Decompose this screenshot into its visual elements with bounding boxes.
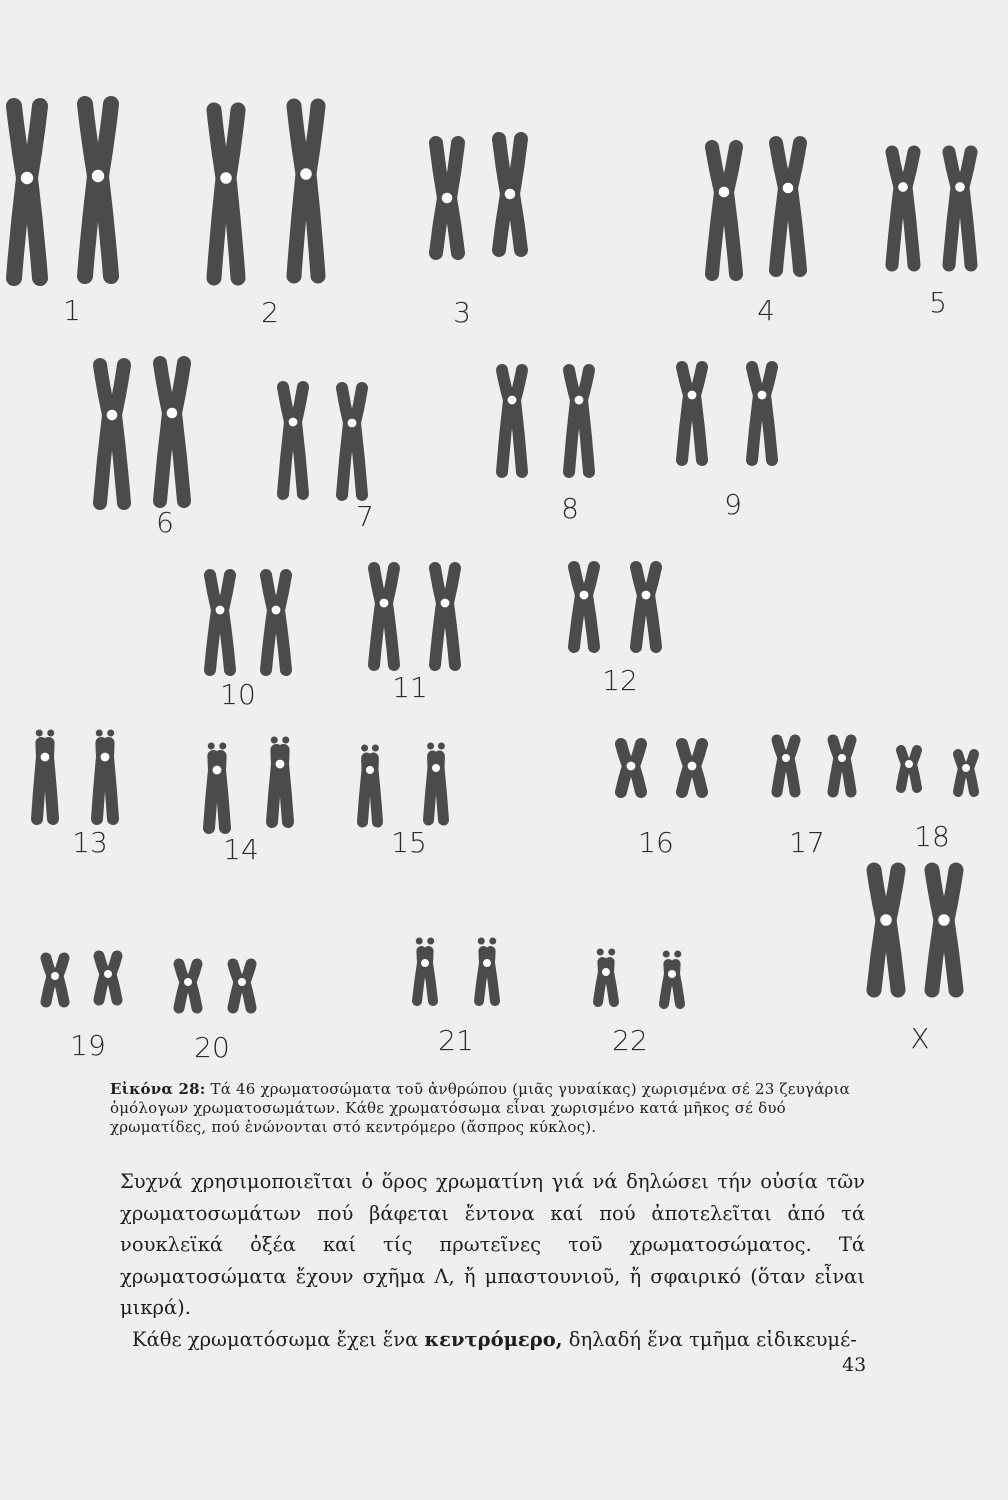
chromatid-arm <box>210 610 217 670</box>
chromatid-arm <box>309 174 318 276</box>
chromatid-arm <box>479 963 484 1001</box>
satellite <box>107 730 114 737</box>
centromere <box>166 407 179 420</box>
pair-label: 22 <box>612 1024 648 1057</box>
satellite <box>208 743 215 750</box>
centromere <box>507 395 518 406</box>
chromosome <box>214 110 238 278</box>
centromere <box>504 188 517 201</box>
pair-label: X <box>910 1022 930 1055</box>
satellite <box>416 938 423 945</box>
pair-label: 14 <box>223 833 259 866</box>
chromosome <box>416 938 435 1002</box>
centromere <box>219 171 233 185</box>
centromere <box>40 752 51 763</box>
chromatid-arm <box>777 758 783 792</box>
pair-label: 2 <box>261 296 279 329</box>
chromosome <box>502 370 522 472</box>
chromatid-arm <box>450 143 458 198</box>
chromatid-arm <box>283 764 288 822</box>
chromatid-arm <box>14 178 24 278</box>
chromatid-arm <box>342 423 349 495</box>
chromosome <box>361 745 379 823</box>
pair-label: 12 <box>602 664 638 697</box>
chromatid-arm <box>100 415 109 503</box>
chromatid-arm <box>85 104 95 176</box>
chromatid-arm <box>355 423 362 495</box>
chromosome <box>266 575 286 670</box>
chromatid-arm <box>932 870 941 920</box>
centromere <box>440 598 451 609</box>
chromatid-arm <box>373 770 378 822</box>
chromatid-arm <box>229 178 238 278</box>
pair-label: 9 <box>724 488 742 521</box>
centromere <box>50 971 60 981</box>
chromatid-arm <box>417 963 422 1001</box>
chromosome <box>892 152 914 265</box>
chromosome <box>294 106 318 276</box>
chromosome <box>682 744 702 792</box>
satellite <box>663 951 670 958</box>
chromosome <box>574 567 594 647</box>
chromosome <box>569 370 589 472</box>
chromatid-arm <box>636 595 643 647</box>
pair-label: 21 <box>438 1024 474 1057</box>
satellite <box>438 743 445 750</box>
chromatid-arm <box>490 963 495 1001</box>
chromatid-arm <box>682 395 689 460</box>
chromosome <box>621 744 641 792</box>
centromere <box>482 958 492 968</box>
centromere <box>757 390 768 401</box>
centromere <box>961 763 971 773</box>
chromosome <box>958 754 974 792</box>
chromatid-arm <box>752 395 759 460</box>
chromosome <box>210 575 230 670</box>
chromosome <box>833 740 851 792</box>
chromatid-arm <box>450 198 458 253</box>
chromatid-arm <box>499 139 507 194</box>
chromosome <box>36 730 55 820</box>
centromere <box>837 753 847 763</box>
centromere <box>275 759 286 770</box>
pair-label: 10 <box>220 678 256 711</box>
centromere <box>365 765 375 775</box>
chromatid-arm <box>283 422 290 494</box>
pair-label: 20 <box>194 1031 230 1064</box>
chromatid-arm <box>712 192 721 274</box>
pair-label: 7 <box>356 500 374 533</box>
chromatid-arm <box>429 768 434 820</box>
chromatid-arm <box>789 758 795 792</box>
chromatid-arm <box>30 178 40 278</box>
satellite <box>36 730 43 737</box>
satellite <box>219 743 226 750</box>
satellite <box>597 949 604 956</box>
centromere <box>897 181 909 193</box>
chromatid-arm <box>294 106 303 174</box>
chromatid-arm <box>582 400 589 472</box>
chromosome <box>682 367 702 460</box>
figure-caption <box>110 1080 870 1137</box>
chromatid-arm <box>448 603 455 665</box>
chromatid-arm <box>428 963 433 1001</box>
chromosome <box>374 568 394 665</box>
chromosome <box>932 870 956 990</box>
chromatid-arm <box>209 770 214 828</box>
chromatid-arm <box>374 603 381 665</box>
chromatid-arm <box>515 400 522 472</box>
chromatid-arm <box>892 187 900 265</box>
satellite <box>478 938 485 945</box>
satellite <box>372 745 379 752</box>
chromatid-arm <box>48 757 53 819</box>
chromatid-arm <box>214 178 223 278</box>
satellite <box>608 949 615 956</box>
chromatid-arm <box>175 363 184 413</box>
pair-label: 11 <box>392 671 428 704</box>
centromere <box>420 958 430 968</box>
centromere <box>212 765 223 776</box>
chromosome <box>100 365 124 503</box>
pair-label: 4 <box>757 294 775 327</box>
centromere <box>91 169 105 183</box>
chromosome <box>427 743 445 821</box>
chromatid-arm <box>502 400 509 472</box>
chromatid-arm <box>30 106 40 178</box>
pair-label: 18 <box>914 820 950 853</box>
paragraph-2 <box>120 1324 865 1356</box>
caption-label: Εἰκόνα 28: <box>110 1080 206 1098</box>
chromatid-arm <box>14 106 24 178</box>
chromosome <box>777 740 795 792</box>
centromere <box>271 605 282 616</box>
chromatid-arm <box>272 764 277 822</box>
centromere <box>667 969 677 979</box>
centromere <box>288 417 299 428</box>
chromatid-arm <box>765 395 772 460</box>
chromosome <box>597 949 616 1003</box>
centromere <box>781 753 791 763</box>
chromatid-arm <box>587 595 594 647</box>
satellite <box>674 951 681 958</box>
chromatid-arm <box>569 400 576 472</box>
chromosome <box>208 743 227 829</box>
chromatid-arm <box>436 143 444 198</box>
chromosome <box>636 567 656 647</box>
chromatid-arm <box>932 920 941 990</box>
centromere <box>626 761 637 772</box>
chromatid-arm <box>947 920 956 990</box>
centromere <box>718 186 731 199</box>
chromosome <box>233 964 251 1008</box>
chromosome <box>342 388 362 495</box>
paragraph-2-start: Κάθε χρωματόσωμα ἔχει ἕνα <box>132 1327 419 1351</box>
chromatid-arm <box>279 610 286 670</box>
chromatid-arm <box>874 870 883 920</box>
chromatid-arm <box>223 610 230 670</box>
chromosome <box>874 870 898 990</box>
centromere <box>183 977 193 987</box>
chromatid-arm <box>776 188 785 270</box>
centromere <box>937 913 951 927</box>
chromosome <box>283 387 303 494</box>
chromatid-arm <box>175 413 184 501</box>
term-centromere: κεντρόμερο, <box>424 1327 563 1351</box>
chromosome <box>478 938 497 1002</box>
pair-label: 6 <box>156 506 174 539</box>
chromosome <box>752 367 772 460</box>
chromatid-arm <box>115 365 124 415</box>
chromosome <box>776 143 800 270</box>
chromatid-arm <box>949 187 957 265</box>
satellite <box>96 730 103 737</box>
chromosome <box>179 964 197 1008</box>
caption-text: Τά 46 χρωματοσώματα τοῦ ἀνθρώπου (μιᾶς γυναίκας) χωρισμένα σέ 23 ζευγάρια ὁμόλογων χρωματοσωμάτων. Κάθε χρωματόσωμα εἶναι χωρισμένο κατά μῆκος σέ δυό χρωματίδες, πού ἑνώνονται στό κεντρόμερο (ἄσπρος κύκλος). <box>110 1080 850 1136</box>
pair-label: 3 <box>453 296 471 329</box>
centromere <box>106 409 119 422</box>
chromosome <box>436 143 458 253</box>
centromere <box>579 590 590 601</box>
chromosome <box>901 750 917 788</box>
chromatid-arm <box>833 758 839 792</box>
centromere <box>904 759 914 769</box>
chromosome <box>99 956 117 1000</box>
satellite <box>427 743 434 750</box>
centromere <box>879 913 893 927</box>
satellite <box>427 938 434 945</box>
satellite <box>282 737 289 744</box>
chromatid-arm <box>889 920 898 990</box>
centromere <box>574 395 585 406</box>
chromatid-arm <box>874 920 883 990</box>
chromatid-arm <box>889 870 898 920</box>
chromosome <box>96 730 115 820</box>
chromatid-arm <box>695 395 702 460</box>
chromosome <box>499 139 521 250</box>
chromatid-arm <box>85 176 95 276</box>
chromatid-arm <box>296 422 303 494</box>
centromere <box>782 182 795 195</box>
pair-label: 8 <box>561 492 579 525</box>
chromosome <box>85 104 111 276</box>
satellite <box>47 730 54 737</box>
chromatid-arm <box>160 363 169 413</box>
satellite <box>361 745 368 752</box>
centromere <box>687 390 698 401</box>
pair-label: 13 <box>72 826 108 859</box>
chromatid-arm <box>97 757 102 819</box>
paragraph-1: Συχνά χρησιμοποιεῖται ὁ ὅρος χρωματίνη γιά νά δηλώσει τήν οὐσία τῶν χρωματοσωμάτων πού βάφεται ἔντονα καί πού ἀποτελεῖται ἀπό τά νουκλεϊκά ὀξέα καί τίς πρωτεῖνες τοῦ χρωματοσώματος. Τά χρωματοσώματα ἔχουν σχῆμα Λ, ἤ μπαστουνιοῦ, ἤ σφαιρικό (ὅταν εἶναι μικρά). <box>120 1170 865 1319</box>
chromatid-arm <box>574 595 581 647</box>
chromatid-arm <box>387 603 394 665</box>
pair-label: 15 <box>391 826 427 859</box>
chromosome <box>949 152 971 265</box>
chromosome <box>46 958 64 1002</box>
pair-label: 5 <box>929 286 947 319</box>
chromatid-arm <box>791 188 800 270</box>
chromosome <box>160 363 184 501</box>
chromatid-arm <box>499 194 507 250</box>
centromere <box>641 590 652 601</box>
chromatid-arm <box>229 110 238 178</box>
chromosome <box>271 737 290 823</box>
chromatid-arm <box>100 365 109 415</box>
chromatid-arm <box>101 104 111 176</box>
pair-label: 1 <box>63 294 81 327</box>
chromatid-arm <box>220 770 225 828</box>
centromere <box>215 605 226 616</box>
centromere <box>237 977 247 987</box>
centromere <box>379 598 390 609</box>
chromatid-arm <box>906 187 914 265</box>
centromere <box>431 763 441 773</box>
satellite <box>271 737 278 744</box>
chromatid-arm <box>115 415 124 503</box>
chromatid-arm <box>845 758 851 792</box>
centromere <box>299 167 313 181</box>
chromatid-arm <box>513 194 521 250</box>
chromatid-arm <box>101 176 111 276</box>
chromatid-arm <box>436 198 444 253</box>
centromere <box>347 418 358 429</box>
chromosome <box>14 106 40 278</box>
chromosome <box>435 568 455 665</box>
chromatid-arm <box>947 870 956 920</box>
chromosome <box>712 147 736 274</box>
pair-label: 16 <box>638 826 674 859</box>
chromatid-arm <box>513 139 521 194</box>
chromatid-arm <box>214 110 223 178</box>
body-text <box>120 1166 865 1355</box>
centromere <box>687 761 698 772</box>
chromatid-arm <box>727 192 736 274</box>
chromatid-arm <box>363 770 368 822</box>
chromatid-arm <box>649 595 656 647</box>
chromatid-arm <box>439 768 444 820</box>
satellite <box>489 938 496 945</box>
chromatid-arm <box>435 603 442 665</box>
centromere <box>103 969 113 979</box>
chromatid-arm <box>294 174 303 276</box>
centromere <box>441 192 454 205</box>
chromatid-arm <box>266 610 273 670</box>
pair-label: 19 <box>70 1029 106 1062</box>
centromere <box>20 171 34 185</box>
pair-label: 17 <box>789 826 825 859</box>
page-number: 43 <box>842 1354 867 1376</box>
paragraph-2-end: δηλαδή ἕνα τμῆμα εἰδικευμέ- <box>568 1327 857 1351</box>
centromere <box>100 752 111 763</box>
centromere <box>954 181 966 193</box>
chromatid-arm <box>108 757 113 819</box>
chromatid-arm <box>963 187 971 265</box>
centromere <box>601 967 611 977</box>
chromosome <box>663 951 682 1005</box>
chromatid-arm <box>160 413 169 501</box>
chromatid-arm <box>37 757 42 819</box>
chromatid-arm <box>309 106 318 174</box>
